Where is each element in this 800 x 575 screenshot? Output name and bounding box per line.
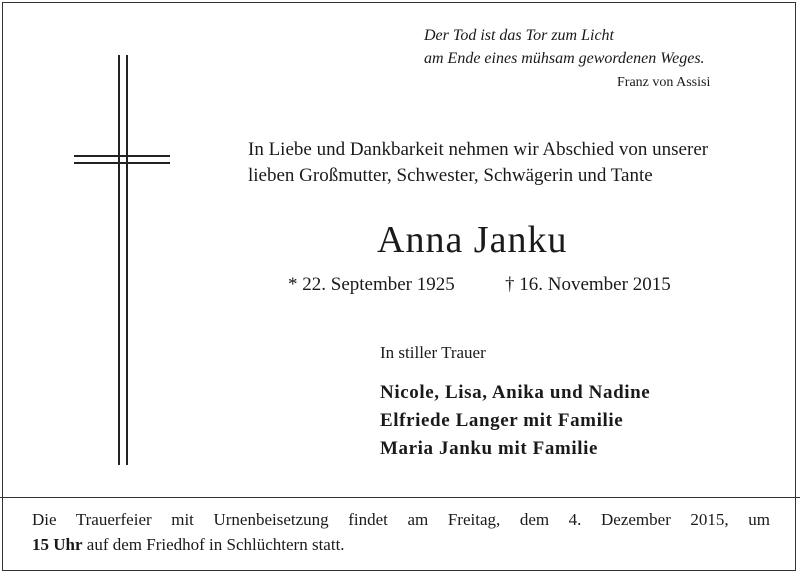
- death-date: † 16. November 2015: [505, 274, 671, 295]
- ceremony-line-2: [32, 532, 770, 557]
- mourner-entry: Maria Janku mit Familie: [380, 438, 599, 459]
- mourning-label: In stiller Trauer: [380, 343, 486, 362]
- mourner-entry: Nicole, Lisa, Anika und Nadine: [380, 382, 651, 403]
- mourners-list: [380, 379, 650, 463]
- intro-text: [248, 137, 708, 189]
- ceremony-line-1-text: Die Trauerfeier mit Urnenbeisetzung findet am Freitag, dem 4. Dezember 2015, um: [32, 510, 770, 529]
- intro-line-2: lieben Großmutter, Schwester, Schwägerin und Tante: [248, 165, 653, 186]
- quote-line-1: Der Tod ist das Tor zum Licht: [424, 27, 614, 44]
- ceremony-location: auf dem Friedhof in Schlüchtern statt.: [82, 535, 345, 554]
- cross-horizontal-line-2: [74, 162, 170, 164]
- ceremony-time: 15 Uhr: [32, 535, 83, 554]
- ceremony-info: [32, 507, 770, 557]
- deceased-name: Anna Janku: [377, 219, 568, 261]
- divider: [0, 497, 800, 498]
- quote: [424, 24, 705, 70]
- mourner-entry: Elfriede Langer mit Familie: [380, 410, 624, 431]
- birth-date: * 22. September 1925: [288, 274, 455, 295]
- quote-author: Franz von Assisi: [617, 75, 711, 90]
- quote-line-2: am Ende eines mühsam gewordenen Weges.: [424, 50, 705, 67]
- cross-horizontal-line-1: [74, 155, 170, 157]
- cross-vertical-line-1: [118, 55, 120, 465]
- cross-vertical-line-2: [126, 55, 128, 465]
- ceremony-line-1: [32, 507, 770, 532]
- intro-line-1: In Liebe und Dankbarkeit nehmen wir Abschied von unserer: [248, 139, 709, 160]
